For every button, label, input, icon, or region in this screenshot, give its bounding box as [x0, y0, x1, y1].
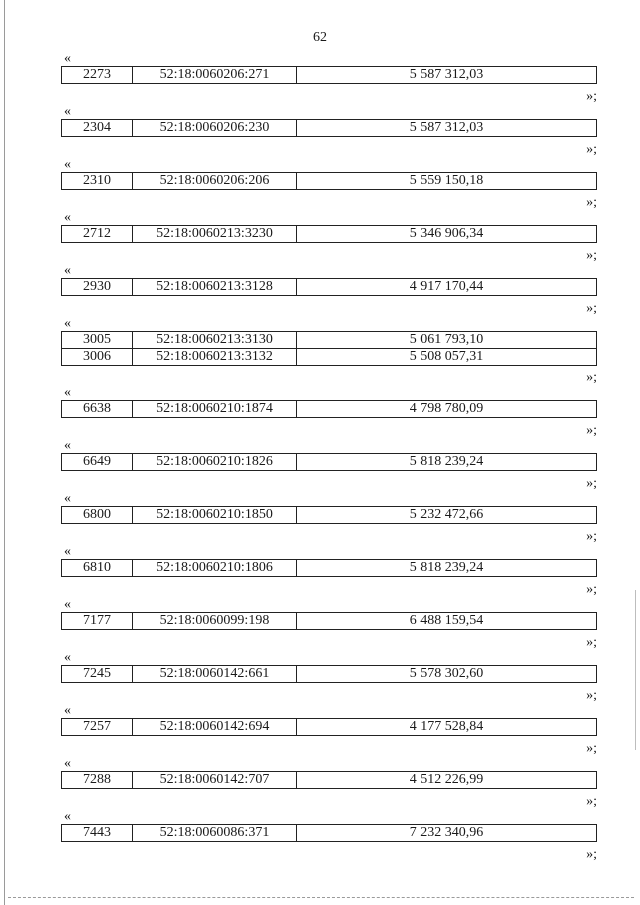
- record-number-cell: 7245: [62, 666, 133, 682]
- record-number-cell: 2304: [62, 120, 133, 136]
- opening-quote: «: [64, 385, 71, 400]
- closing-quote: »;: [586, 582, 597, 597]
- entry-table: [61, 771, 597, 789]
- closing-quote: »;: [586, 195, 597, 210]
- table-row: [62, 173, 596, 189]
- table-row: [62, 719, 596, 735]
- cadastral-value-cell: 4 798 780,09: [409, 401, 484, 416]
- table-row: [62, 120, 596, 136]
- cadastral-number-cell: 52:18:0060142:661: [133, 666, 297, 682]
- opening-quote: «: [64, 210, 71, 225]
- cadastral-value-cell: 5 559 150,18: [409, 173, 484, 188]
- table-row: [62, 348, 596, 365]
- table-row: [62, 67, 596, 83]
- opening-quote: «: [64, 157, 71, 172]
- cadastral-value-cell: 5 818 239,24: [409, 560, 484, 575]
- record-number-cell: 2310: [62, 173, 133, 189]
- entry-table: [61, 225, 597, 243]
- record-number-cell: 2712: [62, 226, 133, 242]
- cadastral-value-cell: 6 488 159,54: [409, 613, 484, 628]
- cadastral-number-cell: 52:18:0060210:1826: [133, 454, 297, 470]
- record-number-cell: 2273: [62, 67, 133, 83]
- opening-quote: «: [64, 544, 71, 559]
- table-row: [62, 401, 596, 417]
- record-number-cell: 3005: [62, 332, 133, 348]
- closing-quote: »;: [586, 635, 597, 650]
- cadastral-value-cell: 5 578 302,60: [409, 666, 484, 681]
- cadastral-number-cell: 52:18:0060142:707: [133, 772, 297, 788]
- table-row: [62, 825, 596, 841]
- entry-table: [61, 400, 597, 418]
- page-number: 62: [313, 30, 327, 45]
- table-row: [62, 454, 596, 470]
- cadastral-value-cell: 5 587 312,03: [409, 120, 484, 135]
- bottom-edge-line: [8, 897, 634, 898]
- opening-quote: «: [64, 491, 71, 506]
- entry-table: [61, 665, 597, 683]
- opening-quote: «: [64, 51, 71, 66]
- cadastral-value-cell: 4 917 170,44: [409, 279, 484, 294]
- cadastral-number-cell: 52:18:0060213:3128: [133, 279, 297, 295]
- cadastral-value-cell: 5 061 793,10: [409, 332, 484, 347]
- entry-table: [61, 506, 597, 524]
- closing-quote: »;: [586, 301, 597, 316]
- cadastral-number-cell: 52:18:0060086:371: [133, 825, 297, 841]
- table-row: [62, 332, 596, 348]
- record-number-cell: 7177: [62, 613, 133, 629]
- closing-quote: »;: [586, 794, 597, 809]
- cadastral-value-cell: 4 512 226,99: [409, 772, 484, 787]
- entry-table: [61, 278, 597, 296]
- entry-table: [61, 66, 597, 84]
- opening-quote: «: [64, 263, 71, 278]
- closing-quote: »;: [586, 847, 597, 862]
- entry-table: [61, 559, 597, 577]
- entry-table: [61, 612, 597, 630]
- table-row: [62, 507, 596, 523]
- closing-quote: »;: [586, 89, 597, 104]
- record-number-cell: 2930: [62, 279, 133, 295]
- closing-quote: »;: [586, 370, 597, 385]
- cadastral-value-cell: 5 346 906,34: [409, 226, 484, 241]
- table-row: [62, 279, 596, 295]
- closing-quote: »;: [586, 423, 597, 438]
- entry-table: [61, 331, 597, 366]
- table-row: [62, 772, 596, 788]
- cadastral-number-cell: 52:18:0060213:3130: [133, 332, 297, 348]
- cadastral-value-cell: 5 232 472,66: [409, 507, 484, 522]
- cadastral-number-cell: 52:18:0060210:1850: [133, 507, 297, 523]
- opening-quote: «: [64, 756, 71, 771]
- entry-table: [61, 453, 597, 471]
- closing-quote: »;: [586, 142, 597, 157]
- record-number-cell: 7257: [62, 719, 133, 735]
- record-number-cell: 3006: [62, 349, 133, 365]
- record-number-cell: 6649: [62, 454, 133, 470]
- record-number-cell: 7288: [62, 772, 133, 788]
- closing-quote: »;: [586, 476, 597, 491]
- record-number-cell: 6800: [62, 507, 133, 523]
- cadastral-value-cell: 5 508 057,31: [409, 349, 484, 364]
- table-row: [62, 560, 596, 576]
- cadastral-value-cell: 5 818 239,24: [409, 454, 484, 469]
- opening-quote: «: [64, 597, 71, 612]
- cadastral-number-cell: 52:18:0060142:694: [133, 719, 297, 735]
- entry-table: [61, 172, 597, 190]
- table-row: [62, 613, 596, 629]
- table-row: [62, 666, 596, 682]
- entry-table: [61, 718, 597, 736]
- record-number-cell: 6638: [62, 401, 133, 417]
- cadastral-value-cell: 4 177 528,84: [409, 719, 484, 734]
- cadastral-value-cell: 5 587 312,03: [409, 67, 484, 82]
- entry-table: [61, 119, 597, 137]
- closing-quote: »;: [586, 688, 597, 703]
- record-number-cell: 7443: [62, 825, 133, 841]
- cadastral-value-cell: 7 232 340,96: [409, 825, 484, 840]
- closing-quote: »;: [586, 529, 597, 544]
- opening-quote: «: [64, 438, 71, 453]
- table-row: [62, 226, 596, 242]
- opening-quote: «: [64, 316, 71, 331]
- cadastral-number-cell: 52:18:0060213:3132: [133, 349, 297, 365]
- opening-quote: «: [64, 809, 71, 824]
- cadastral-number-cell: 52:18:0060213:3230: [133, 226, 297, 242]
- cadastral-number-cell: 52:18:0060206:230: [133, 120, 297, 136]
- cadastral-number-cell: 52:18:0060099:198: [133, 613, 297, 629]
- cadastral-number-cell: 52:18:0060210:1874: [133, 401, 297, 417]
- record-number-cell: 6810: [62, 560, 133, 576]
- cadastral-number-cell: 52:18:0060206:271: [133, 67, 297, 83]
- entry-table: [61, 824, 597, 842]
- closing-quote: »;: [586, 248, 597, 263]
- opening-quote: «: [64, 703, 71, 718]
- cadastral-number-cell: 52:18:0060206:206: [133, 173, 297, 189]
- cadastral-number-cell: 52:18:0060210:1806: [133, 560, 297, 576]
- opening-quote: «: [64, 650, 71, 665]
- closing-quote: »;: [586, 741, 597, 756]
- opening-quote: «: [64, 104, 71, 119]
